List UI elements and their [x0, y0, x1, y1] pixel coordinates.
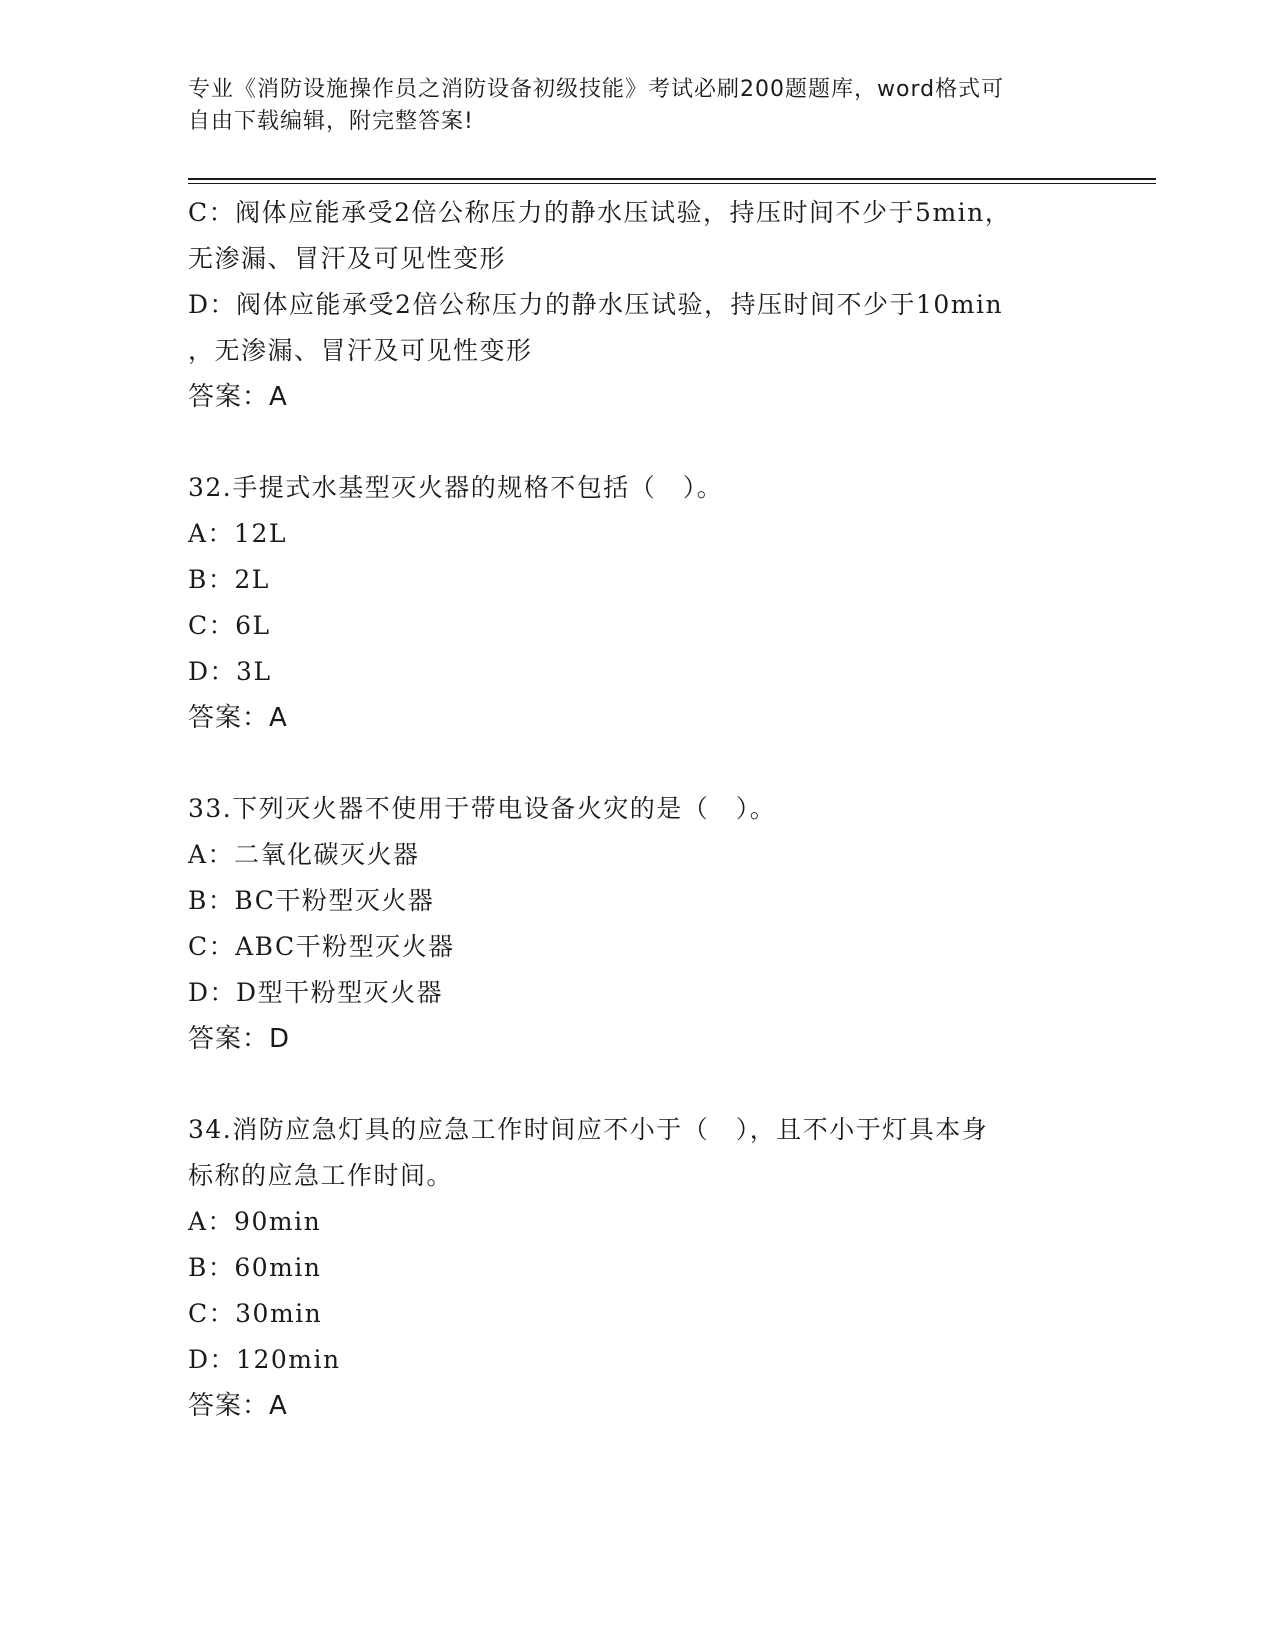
option-a: A：二氧化碳灭火器 — [188, 840, 420, 869]
document-header — [188, 74, 1068, 138]
answer-line: 答案：A — [188, 1391, 288, 1421]
spacer — [188, 741, 1088, 786]
question-31-continuation — [188, 190, 1088, 420]
option-d-line-2: ，无渗漏、冒汗及可见性变形 — [188, 336, 533, 365]
header-line-2: 自由下载编辑，附完整答案! — [188, 109, 474, 134]
question-content — [188, 190, 1088, 1429]
option-b: B：BC干粉型灭火器 — [188, 886, 435, 915]
spacer — [188, 1062, 1088, 1107]
option-c-line-1: C：阀体应能承受2倍公称压力的静水压试验，持压时间不少于5min， — [188, 198, 1012, 227]
option-c: C：30min — [188, 1299, 323, 1328]
question-text: 33.下列灭火器不使用于带电设备火灾的是（ ）。 — [188, 794, 777, 823]
option-d: D：D型干粉型灭火器 — [188, 978, 444, 1007]
answer-line: 答案：A — [188, 382, 288, 412]
answer-line: 答案：D — [188, 1024, 291, 1054]
question-33 — [188, 786, 1088, 1062]
option-d-line-1: D：阀体应能承受2倍公称压力的静水压试验，持压时间不少于10min — [188, 290, 1004, 319]
option-c: C：6L — [188, 611, 271, 640]
question-34 — [188, 1107, 1088, 1429]
answer-line: 答案：A — [188, 703, 288, 733]
question-text-line-2: 标称的应急工作时间。 — [188, 1161, 454, 1190]
question-text: 32.手提式水基型灭火器的规格不包括（ ）。 — [188, 473, 724, 502]
question-32 — [188, 465, 1088, 741]
option-a: A：12L — [188, 519, 287, 548]
question-text-line-1: 34.消防应急灯具的应急工作时间应不小于（ ），且不小于灯具本身 — [188, 1115, 989, 1144]
option-b: B：2L — [188, 565, 270, 594]
option-c: C：ABC干粉型灭火器 — [188, 932, 455, 961]
option-c-line-2: 无渗漏、冒汗及可见性变形 — [188, 244, 507, 273]
header-line-1: 专业《消防设施操作员之消防设备初级技能》考试必刷200题题库，word格式可 — [188, 77, 1005, 102]
option-a: A：90min — [188, 1207, 322, 1236]
header-divider-thick — [188, 178, 1156, 180]
option-d: D：3L — [188, 657, 272, 686]
option-b: B：60min — [188, 1253, 322, 1282]
option-d: D：120min — [188, 1345, 341, 1374]
spacer — [188, 420, 1088, 465]
header-divider-thin — [188, 183, 1156, 184]
